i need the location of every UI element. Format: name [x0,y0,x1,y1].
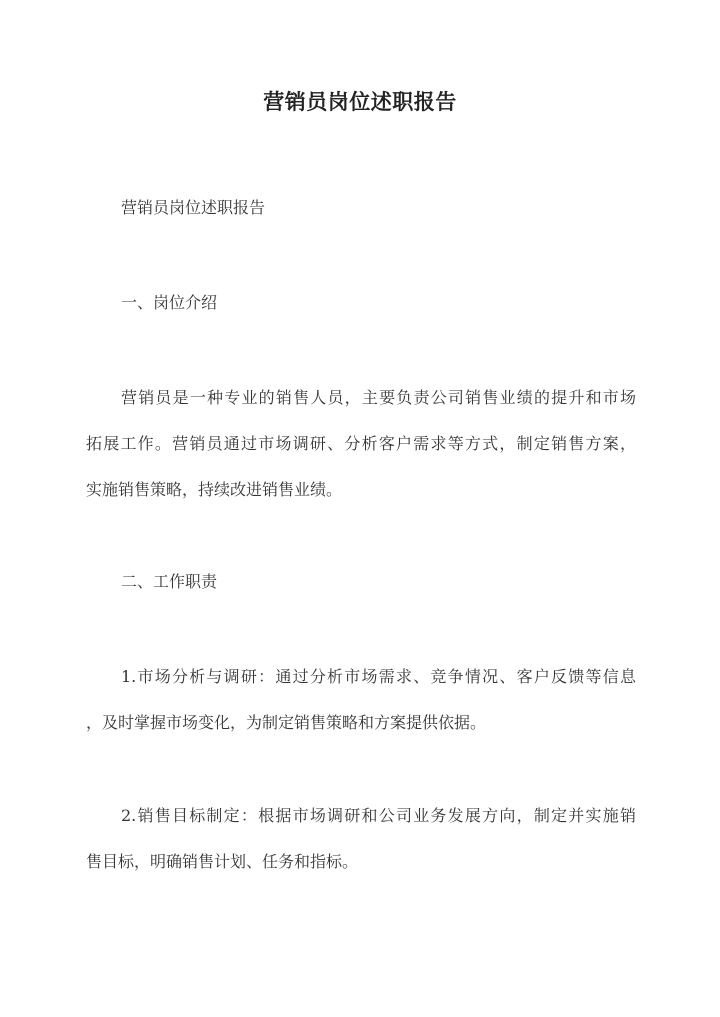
list-item-line: 售目标，明确销售计划、任务和指标。 [86,852,359,871]
document-subtitle: 营销员岗位述职报告 [121,198,266,217]
list-item-line: 1.市场分析与调研：通过分析市场需求、竞争情况、客户反馈等信息 [121,667,636,686]
section-heading-responsibilities: 二、工作职责 [121,572,218,591]
section-heading-position-intro: 一、岗位介绍 [121,293,218,312]
list-item-line: ，及时掌握市场变化，为制定销售策略和方案提供依据。 [86,713,487,732]
document-title: 营销员岗位述职报告 [263,89,457,114]
list-item-line: 2.销售目标制定：根据市场调研和公司业务发展方向，制定并实施销 [121,806,636,825]
paragraph-line: 营销员是一种专业的销售人员，主要负责公司销售业绩的提升和市场 [121,388,636,407]
paragraph-line: 拓展工作。营销员通过市场调研、分析客户需求等方式，制定销售方案， [86,434,636,453]
paragraph-line: 实施销售策略，持续改进销售业绩。 [86,480,343,499]
